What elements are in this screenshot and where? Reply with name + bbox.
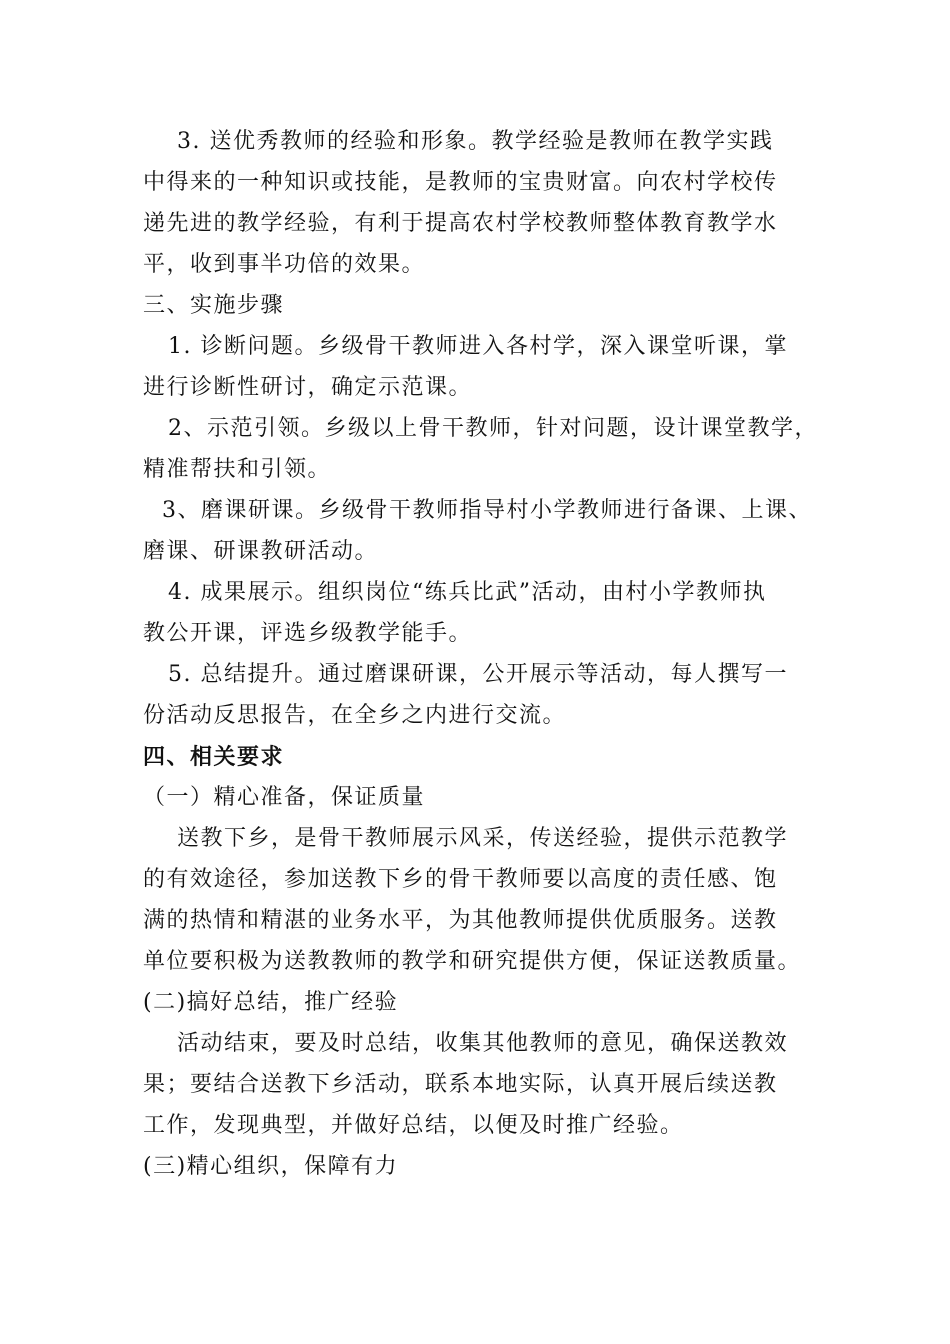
subsection-heading: (二)搞好总结，推广经验 xyxy=(143,990,399,1015)
text-line: 的有效途径，参加送教下乡的骨干教师要以高度的责任感、饱 xyxy=(143,867,778,892)
text-line: 磨课、研课教研活动。 xyxy=(143,539,379,564)
text-line: 满的热情和精湛的业务水平，为其他教师提供优质服务。送教 xyxy=(143,908,778,933)
subsection-heading: （一）精心准备，保证质量 xyxy=(143,785,426,810)
text-line: 1. 诊断问题。乡级骨干教师进入各村学，深入课堂听课，掌 xyxy=(168,334,788,359)
text-line: 精准帮扶和引领。 xyxy=(143,457,332,482)
text-line: 活动结束，要及时总结，收集其他教师的意见，确保送教效 xyxy=(177,1031,789,1056)
text-line: 中得来的一种知识或技能，是教师的宝贵财富。向农村学校传 xyxy=(143,170,778,195)
text-line: 3. 送优秀教师的经验和形象。教学经验是教师在教学实践 xyxy=(177,129,774,154)
text-line: 工作，发现典型，并做好总结，以便及时推广经验。 xyxy=(143,1113,684,1138)
section-heading: 三、实施步骤 xyxy=(143,293,285,318)
text-line: 4. 成果展示。组织岗位“练兵比武”活动，由村小学教师执 xyxy=(168,580,767,605)
text-line: 平，收到事半功倍的效果。 xyxy=(143,252,426,277)
text-line: 3、磨课研课。乡级骨干教师指导村小学教师进行备课、上课、 xyxy=(162,498,812,523)
text-line: 果；要结合送教下乡活动，联系本地实际，认真开展后续送教 xyxy=(143,1072,778,1097)
subsection-heading: (三)精心组织，保障有力 xyxy=(143,1154,399,1179)
text-line: 教公开课，评选乡级教学能手。 xyxy=(143,621,473,646)
text-line: 递先进的教学经验，有利于提高农村学校教师整体教育教学水 xyxy=(143,211,778,236)
text-line: 进行诊断性研讨，确定示范课。 xyxy=(143,375,473,400)
section-heading: 四、相关要求 xyxy=(143,744,285,770)
text-line: 单位要积极为送教教师的教学和研究提供方便，保证送教质量。 xyxy=(143,949,802,974)
text-line: 2、示范引领。乡级以上骨干教师，针对问题，设计课堂教学， xyxy=(168,416,818,441)
text-line: 份活动反思报告，在全乡之内进行交流。 xyxy=(143,703,567,728)
text-line: 送教下乡，是骨干教师展示风采，传送经验，提供示范教学 xyxy=(177,826,789,851)
text-line: 5. 总结提升。通过磨课研课，公开展示等活动，每人撰写一 xyxy=(168,662,788,687)
